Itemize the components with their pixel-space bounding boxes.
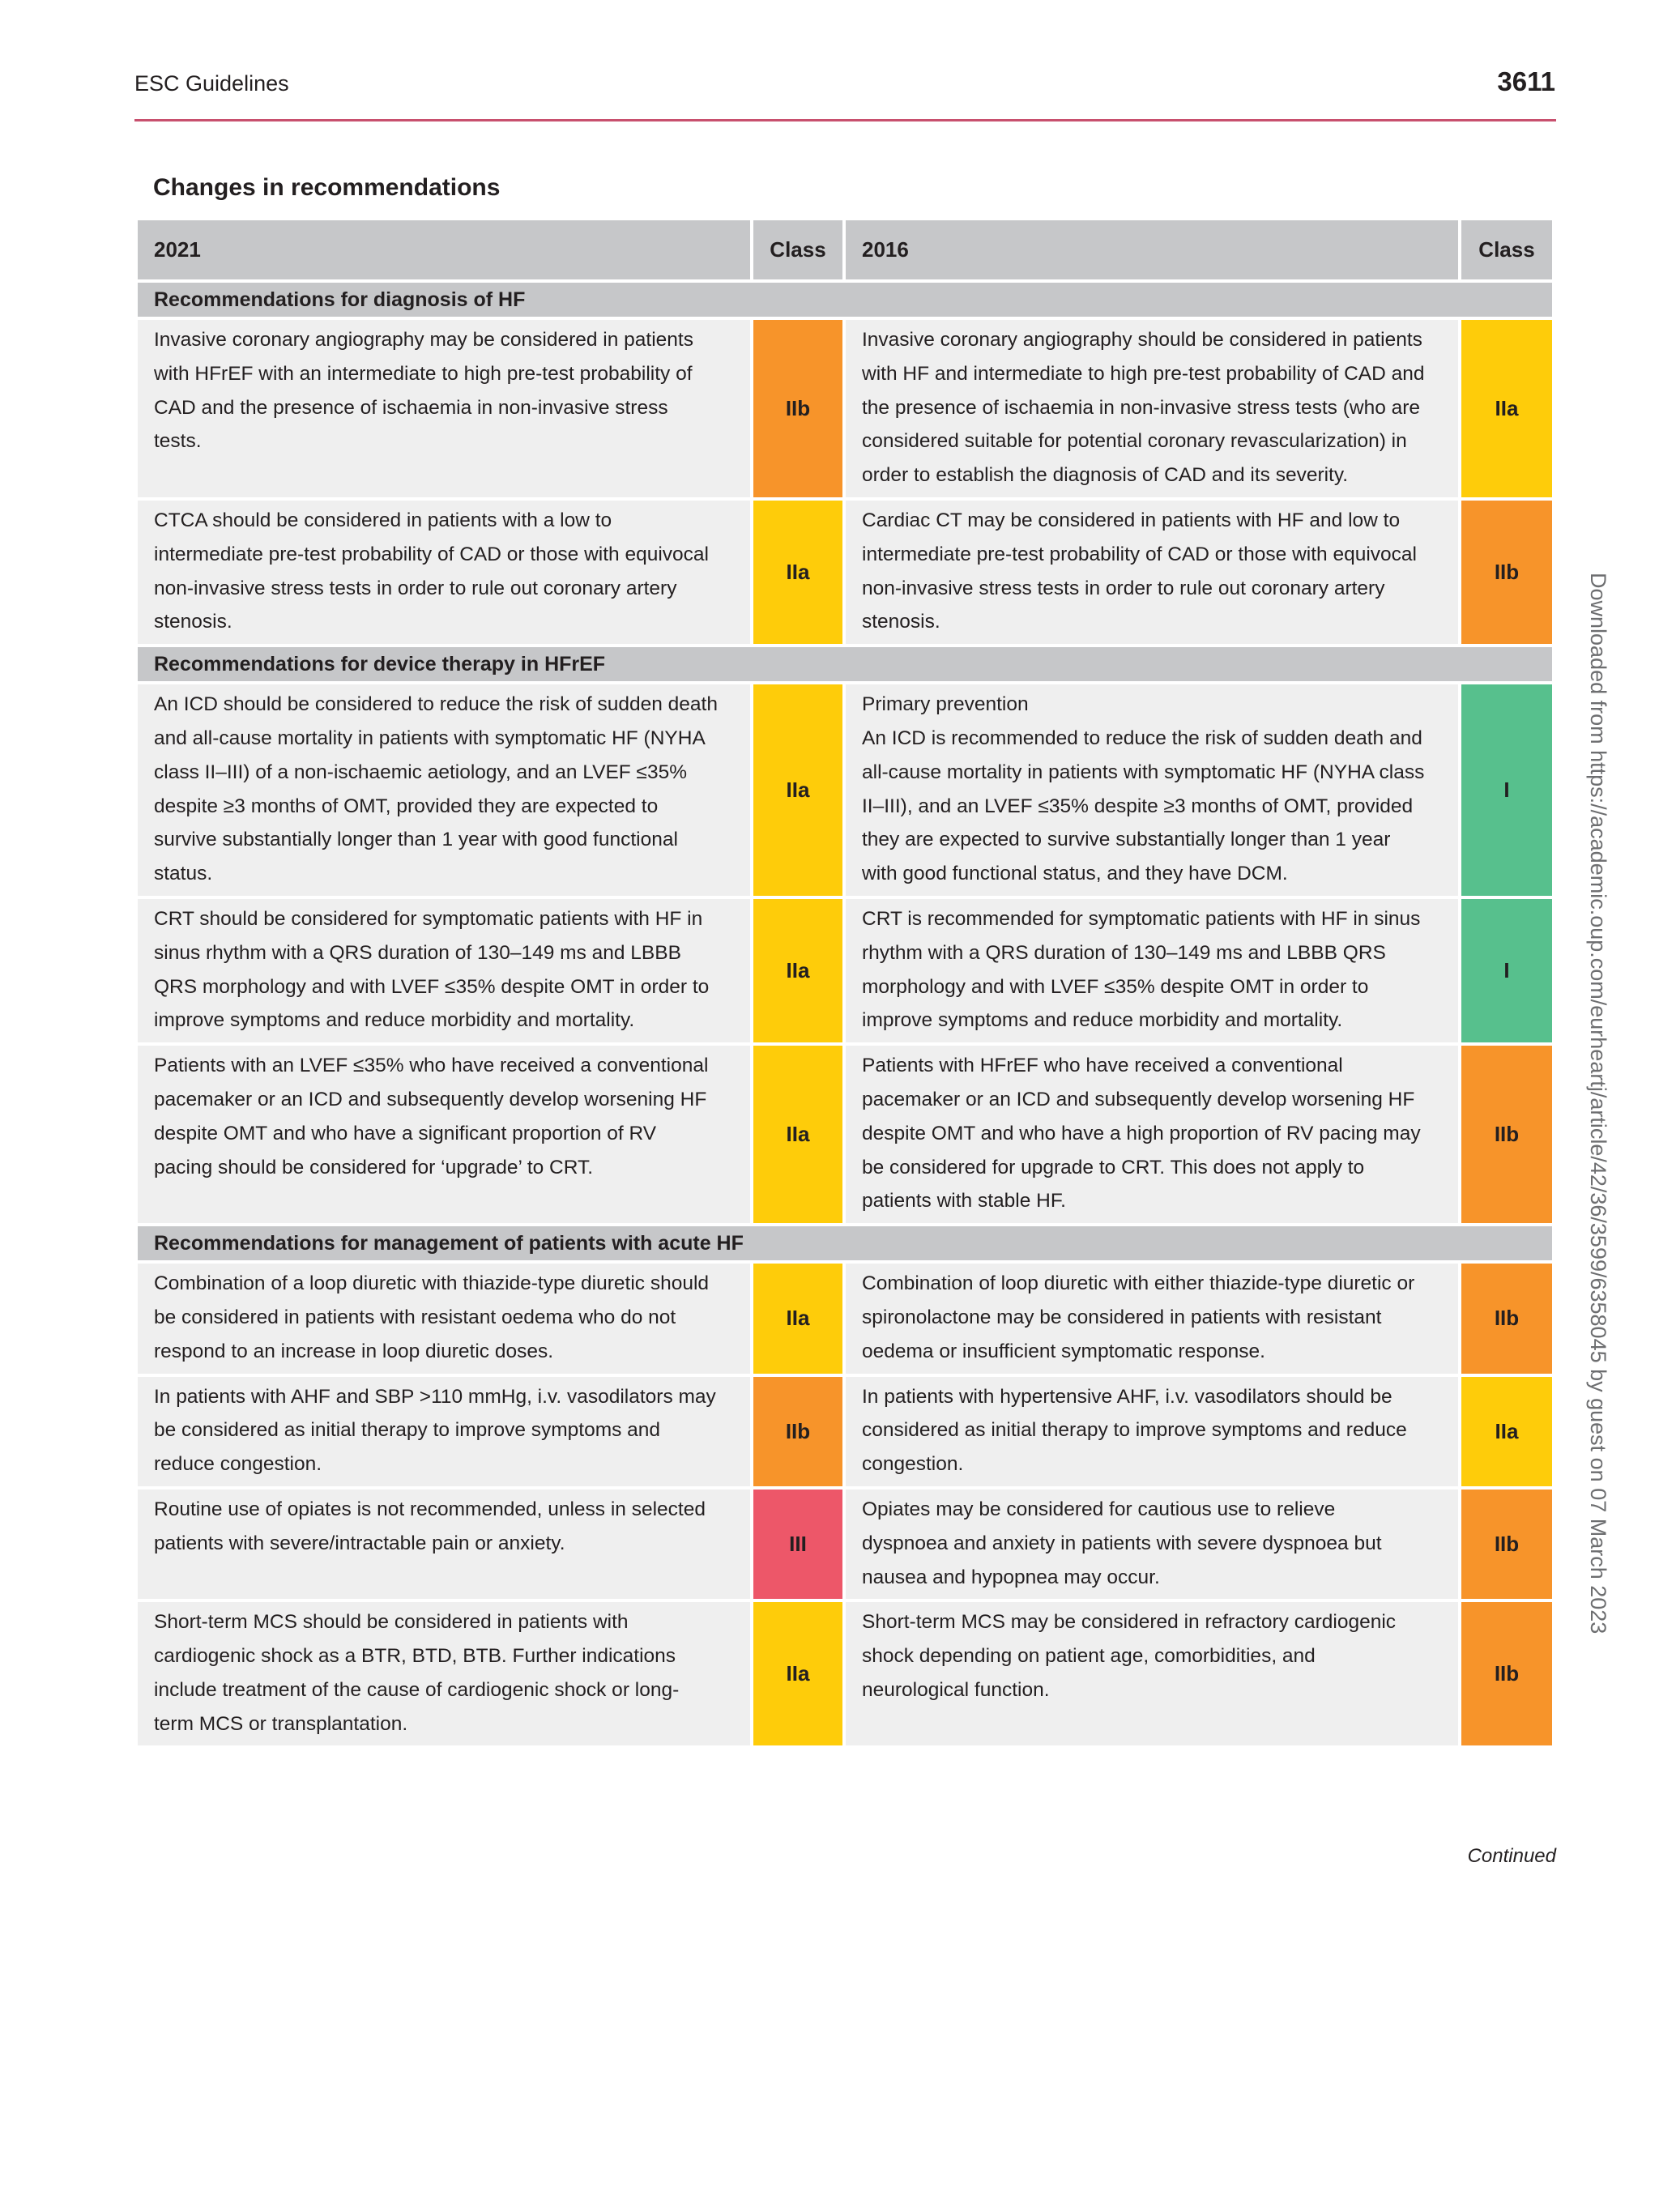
column-header-2021: 2021 [136,219,752,281]
table-header-row [136,219,1554,281]
class-2016-badge: IIa [1460,1375,1554,1488]
recommendation-2016-text: CRT is recommended for symptomatic patients with HF in sinus rhythm with a QRS duration of 130–149 ms and LBBB QRS morphology and with LVEF ≤35% despite OMT in order to improve symptoms and reduce morbidity and mortality. [844,897,1460,1044]
download-watermark: Downloaded from https://academic.oup.com/eurheartj/article/42/36/3599/6358045 by guest on 07 March 2023 [1586,573,1610,1634]
recommendation-2016-text: Combination of loop diuretic with either thiazide-type diuretic or spironolactone may be considered in patients with resistant oedema or insufficient symptomatic response. [844,1262,1460,1375]
class-2021-badge: IIa [752,499,844,646]
group-title: Recommendations for management of patients with acute HF [136,1225,1554,1262]
page-number: 3611 [1497,66,1555,96]
class-2021-badge: III [752,1488,844,1600]
running-head: ESC Guidelines [134,71,289,96]
class-2016-badge: IIa [1460,318,1554,499]
column-header-class-2016: Class [1460,219,1554,281]
recommendation-2016-text: Short-term MCS may be considered in refractory cardiogenic shock depending on patient age, comorbidities, and neurological function. [844,1600,1460,1747]
table-row [136,318,1554,499]
class-2021-badge: IIa [752,1044,844,1225]
table-row [136,1600,1554,1747]
recommendation-2016-text: Primary prevention An ICD is recommended to reduce the risk of sudden death and all-cause mortality in patients with symptomatic HF (NYHA class II–III), and an LVEF ≤35% despite ≥3 months of OMT, provided they are expected to survive substantially longer than 1 year with good functional status, and they have DCM. [844,683,1460,897]
section-title: Changes in recommendations [153,174,501,201]
column-header-2016: 2016 [844,219,1460,281]
continued-label: Continued [1467,1845,1556,1867]
table-body [136,281,1554,1747]
header-rule [134,119,1556,121]
recommendations-table [134,217,1555,1749]
class-2016-badge: IIb [1460,1044,1554,1225]
class-2021-badge: IIa [752,897,844,1044]
recommendation-2021-text: Patients with an LVEF ≤35% who have received a conventional pacemaker or an ICD and subsequently develop worsening HF despite OMT and who have a significant proportion of RV pacing should be considered for ‘upgrade’ to CRT. [136,1044,752,1225]
class-2021-badge: IIb [752,318,844,499]
recommendation-2021-text: Combination of a loop diuretic with thiazide-type diuretic should be considered in patients with resistant oedema who do not respond to an increase in loop diuretic doses. [136,1262,752,1375]
recommendation-2021-text: In patients with AHF and SBP >110 mmHg, i.v. vasodilators may be considered as initial therapy to improve symptoms and reduce congestion. [136,1375,752,1488]
class-2016-badge: I [1460,683,1554,897]
class-2016-badge: IIb [1460,1262,1554,1375]
table-row [136,1375,1554,1488]
class-2016-badge: IIb [1460,1600,1554,1747]
table-row [136,1488,1554,1600]
class-2016-badge: IIb [1460,499,1554,646]
table-row [136,897,1554,1044]
table-row [136,683,1554,897]
group-title: Recommendations for device therapy in HFrEF [136,646,1554,683]
recommendation-2016-text: Cardiac CT may be considered in patients with HF and low to intermediate pre-test probability of CAD or those with equivocal non-invasive stress tests in order to rule out coronary artery stenosis. [844,499,1460,646]
group-header-row [136,1225,1554,1262]
table-row [136,1044,1554,1225]
group-header-row [136,281,1554,318]
recommendation-2021-text: Invasive coronary angiography may be considered in patients with HFrEF with an intermediate to high pre-test probability of CAD and the presence of ischaemia in non-invasive stress tests. [136,318,752,499]
recommendation-2021-text: CTCA should be considered in patients with a low to intermediate pre-test probability of CAD or those with equivocal non-invasive stress tests in order to rule out coronary artery stenosis. [136,499,752,646]
group-header-row [136,646,1554,683]
recommendation-2021-text: CRT should be considered for symptomatic patients with HF in sinus rhythm with a QRS duration of 130–149 ms and LBBB QRS morphology and with LVEF ≤35% despite OMT in order to improve symptoms and reduce morbidity and mortality. [136,897,752,1044]
recommendation-2016-text: Patients with HFrEF who have received a conventional pacemaker or an ICD and subsequently develop worsening HF despite OMT and who have a high proportion of RV pacing may be considered for upgrade to CRT. This does not apply to patients with stable HF. [844,1044,1460,1225]
class-2016-badge: I [1460,897,1554,1044]
table-row [136,499,1554,646]
table-row [136,1262,1554,1375]
column-header-class-2021: Class [752,219,844,281]
class-2021-badge: IIb [752,1375,844,1488]
class-2021-badge: IIa [752,1600,844,1747]
class-2021-badge: IIa [752,1262,844,1375]
recommendation-2021-text: Routine use of opiates is not recommended, unless in selected patients with severe/intractable pain or anxiety. [136,1488,752,1600]
recommendation-2021-text: An ICD should be considered to reduce the risk of sudden death and all-cause mortality in patients with symptomatic HF (NYHA class II–III) of a non-ischaemic aetiology, and an LVEF ≤35% despite ≥3 months of OMT, provided they are expected to survive substantially longer than 1 year with good functional status. [136,683,752,897]
class-2016-badge: IIb [1460,1488,1554,1600]
recommendation-2016-text: In patients with hypertensive AHF, i.v. vasodilators should be considered as initial therapy to improve symptoms and reduce congestion. [844,1375,1460,1488]
class-2021-badge: IIa [752,683,844,897]
recommendation-2016-text: Invasive coronary angiography should be considered in patients with HF and intermediate to high pre-test probability of CAD and the presence of ischaemia in non-invasive stress tests (who are considered suitable for potential coronary revascularization) in order to establish the diagnosis of CAD and its severity. [844,318,1460,499]
recommendation-2016-text: Opiates may be considered for cautious use to relieve dyspnoea and anxiety in patients with severe dyspnoea but nausea and hypopnea may occur. [844,1488,1460,1600]
group-title: Recommendations for diagnosis of HF [136,281,1554,318]
recommendation-2021-text: Short-term MCS should be considered in patients with cardiogenic shock as a BTR, BTD, BTB. Further indications include treatment of the cause of cardiogenic shock or long-term MCS or transplantation. [136,1600,752,1747]
